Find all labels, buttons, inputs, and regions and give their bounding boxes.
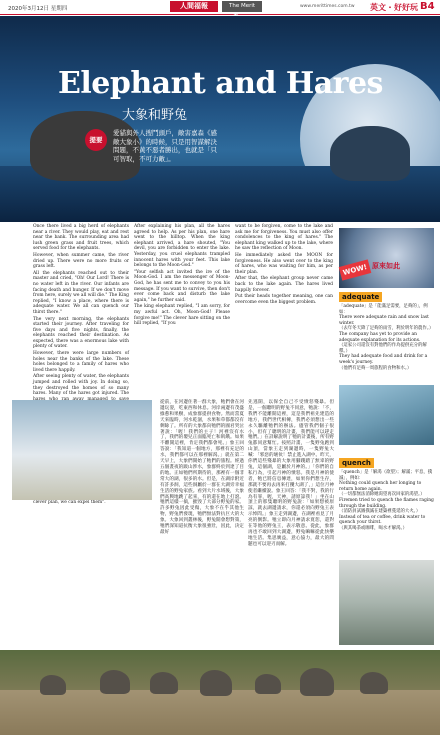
paragraph: All the elephants reached out to their master and cried, "Oh! Our Lord! There is no water left in the river. Our infants are facing death and hunger. If we don't move from here, surely we all will die." The King replied, "I know a place, where there is adequate water. We all can quench our thirst there." (33, 270, 129, 315)
elephant-figure (150, 672, 178, 694)
elephant-figure (255, 674, 281, 694)
elephant-figure (200, 670, 232, 696)
summary-text: 愛貓與外人搜鬥頭戶，敵害嘉森《感敵大象小》的時候，只是用智謀解決問題，不黃不惡者勝出，也就是「只可智取，不可力敵」。 (113, 129, 217, 163)
hare-elephant-silhouette (330, 126, 410, 181)
paragraph: The very next morning, the elephants started their journey. After traveling for five days and five nights, finally, the elephants reached their destination. As expected, there was a enormous lake with plenty of water. (33, 316, 129, 350)
hero-illustration (0, 16, 440, 222)
article-chinese-title: 大象和野兔 (122, 108, 188, 123)
paragraph: After that, the elephant group never came back to the lake again. The hares lived happily forever. (235, 276, 333, 293)
vocab-word-adequate: adequate (339, 292, 382, 302)
summary-tag: 提要 (85, 129, 107, 151)
moon-reflection-photo (339, 228, 434, 288)
paragraph: Put their heads together meaning, one can overcome even the biggest problem. (235, 294, 333, 305)
paragraph: After seeing plenty of water, the elephants jumped and rolled with joy. In doing so, they destroyed the homes of so many hares. Many of the hares got injured. The (33, 374, 129, 397)
paragraph: However, when summer came, the river dried up. There were no more fruits or grass left. (33, 252, 129, 270)
vocab-adequate-body: 「adequate」是「能滿足需要，足夠的」，例如： There were adequate rain and snow last winter. （去年冬天降了足夠的雨雪，利於明年的農作。） The company has yet to provide an adequate explanation for its actions. （這家公司還沒有對他們的作為提供充分的解釋。） They had adequate food and drink for a week's journey. （他們有足夠一周旅程的食物和水。） (339, 304, 434, 371)
masthead: The Merit (222, 1, 262, 12)
elephant-figure (40, 675, 66, 695)
english-column-3 (235, 224, 333, 306)
elephant-figure (300, 668, 334, 696)
paragraph: He immediately asked the MOON for forgiveness. He also went over to the king of hares, who was waiting for him, as per their plan. (235, 252, 333, 275)
brand-logo: 人間福報 (170, 1, 218, 12)
english-column-2 (134, 224, 230, 328)
hare-photo (12, 400, 152, 500)
elephant-herd-photo (0, 650, 440, 735)
paragraph: "Your selfish act invited the ire of the Moon-God. I am the messenger of Moon-God, he has sent me to convey to you his message. If you want to survive, then don't ever come back and disturb the lake again," he further said. (134, 269, 230, 303)
wow-label: 原來如此 (372, 262, 400, 270)
article-title: Elephant and Hares (58, 66, 383, 101)
wow-badge: WOW! (339, 259, 372, 280)
page-header (0, 0, 440, 15)
header-url[interactable]: www.merittimes.com.tw (300, 4, 355, 9)
paragraph: clever plan, we can expel them". (33, 499, 106, 505)
paragraph: The king elephant replied, "I am sorry, for my awful act. Oh, Moon-God! Please forgive me!" The clever hare sitting on the hill replied, "If you (134, 304, 230, 327)
chinese-column-1: 從前，在河邊住著一群大象，牠們會在河邊玩耍，吃東西和休息。河岸兩邊有茂盛綠蔥和果樹，成象群提供食物。然而當夏天來臨時，河水乾涸，水果和草都都沒有剩餘了。所有的大象都向牠們的國君哭泣著說：「喔！我們的主子！河裡沒有水了，我們的嬰兒正面臨死亡和飢餓。如果不離開這裡，肯定我們都會死。」象王回答說：「我知道一個地方，那裡有充足的水，我們都可以在那裡解渴。」就在第二天早上，大象們開始了牠們的旅程。經過五個晝夜的跋山涉水，象群終於到達了目的地。正如牠們所期待的，那裡有一個非常大的湖，很多的水。但是，在湖岸附近有許多洞，這些洞屬於一群在大湖旁幸福生活的野兔家族。看到大片水域後，大象們高興地跳了起來，有的還在地上打滾。牠們這樣一搞，摧毀了大部分野兔的家。許多野兔因此受傷，大象不在乎其他生物，野兔們發現，牠們無法對抗巨大的大象。大象回到叢林後，野兔開會想對策，牠們深知道抗衡大象很強壯，因此，決定最好 (160, 400, 244, 535)
fire-hose-photo (339, 385, 434, 445)
header-date: 2020年3月12日 星期四 (8, 6, 68, 12)
paragraph: Once there lived a big herd of elephants near a river. They would play, eat and rest near the bank. The surrounding area had lush green grass and fruit trees, which served food for the elephants. (33, 224, 129, 252)
elephant-figure (360, 672, 388, 694)
page-number: B4 (420, 1, 435, 12)
vocab-word-quench: quench (339, 458, 374, 468)
child-drinking-photo (339, 560, 434, 645)
chinese-column-2: 先逃開，以保全自己不受憤怒殘暴。但是，一個聰明的野兔不同意，牠說：「不，我們不能離開這裡，這是我們祖先建造的地方，我們世代相傳，我們必須想出一些永久驅離牠們的辦法。儘管我們個子很小，但有了聰明的計畫，我們能可以趕走牠們。」在詳解說明了牠的計畫後，所有野兔都同意幫忙。按照計畫，一隻野兔跑到山頂，當象王走到湖邊時，一隻野兔大喊：「邪惡的壞伙！禁止進入湖中。昨天，你們這些殘暴的大象用腳踐踏了無辜的野兔，這個湖，是屬於月神的。」「你們的自私行為，引起月神的憤怒。我是月神的使者，牠已將信息傳達，如果你們想生存，那就不要再去再來打擾大湖了，」這位月神使者繼續說。象王回答：「我不對，我的行為有罪，喔，天神，請原諒我！」坐在山頂上的那隻聰明的野兔說：「如果想被原諒，就去湖邊請求，你還必須向野兔王表示悼問。」象王走到湖邊，在湖裡看見了月亮的倒影。牠立即向月神請求寬恕，還對在等他的野兔王，表示敬意。從此，象群再也不敢回到大湖邊，野兔嘛嘛從此快樂地生活。集思廣益，意心協力，最大的問題也可以迎刃而解。 (248, 400, 334, 547)
elephant-figure (100, 670, 130, 694)
paragraph: After explaining his plan, all the hares agreed to help. As per his plan, one hare went to the hilltop. When the king elephant arrived, a hare shouted, "You devil, you are forbidden to enter the lake. Yesterday, you cruel elephants trampled innocent hares with your feet. This lake belongs to the Moon-God." (134, 224, 230, 269)
section-title: 英文・好好玩 (370, 3, 418, 12)
vocab-quench-body: 「quench」是「解渴（欲望）；解滿；平息，撲滅」，例如： Nothing could quench her longing to return home again. （一切都無法消除她渴望再次回家的渴望。） Firemen tried to quench the flames raging through the building. （消防員試圖撲滅在建築裡蔓延的大火。） Instead of tea or coffee, drink water to quench your thirst. （與其喝茶或咖啡，喝水才解渴。） (339, 470, 434, 531)
paragraph: want to be forgiven, come to the lake and ask me for forgiveness. You must also offer condolences to the king of hares." The elephant king walked up to the lake, where he saw the reflection of Moon. (235, 224, 333, 252)
paragraph: However, there were large numbers of holes near the banks of the lake. These holes belonged to a family of hares who lived there happily. (33, 351, 129, 373)
